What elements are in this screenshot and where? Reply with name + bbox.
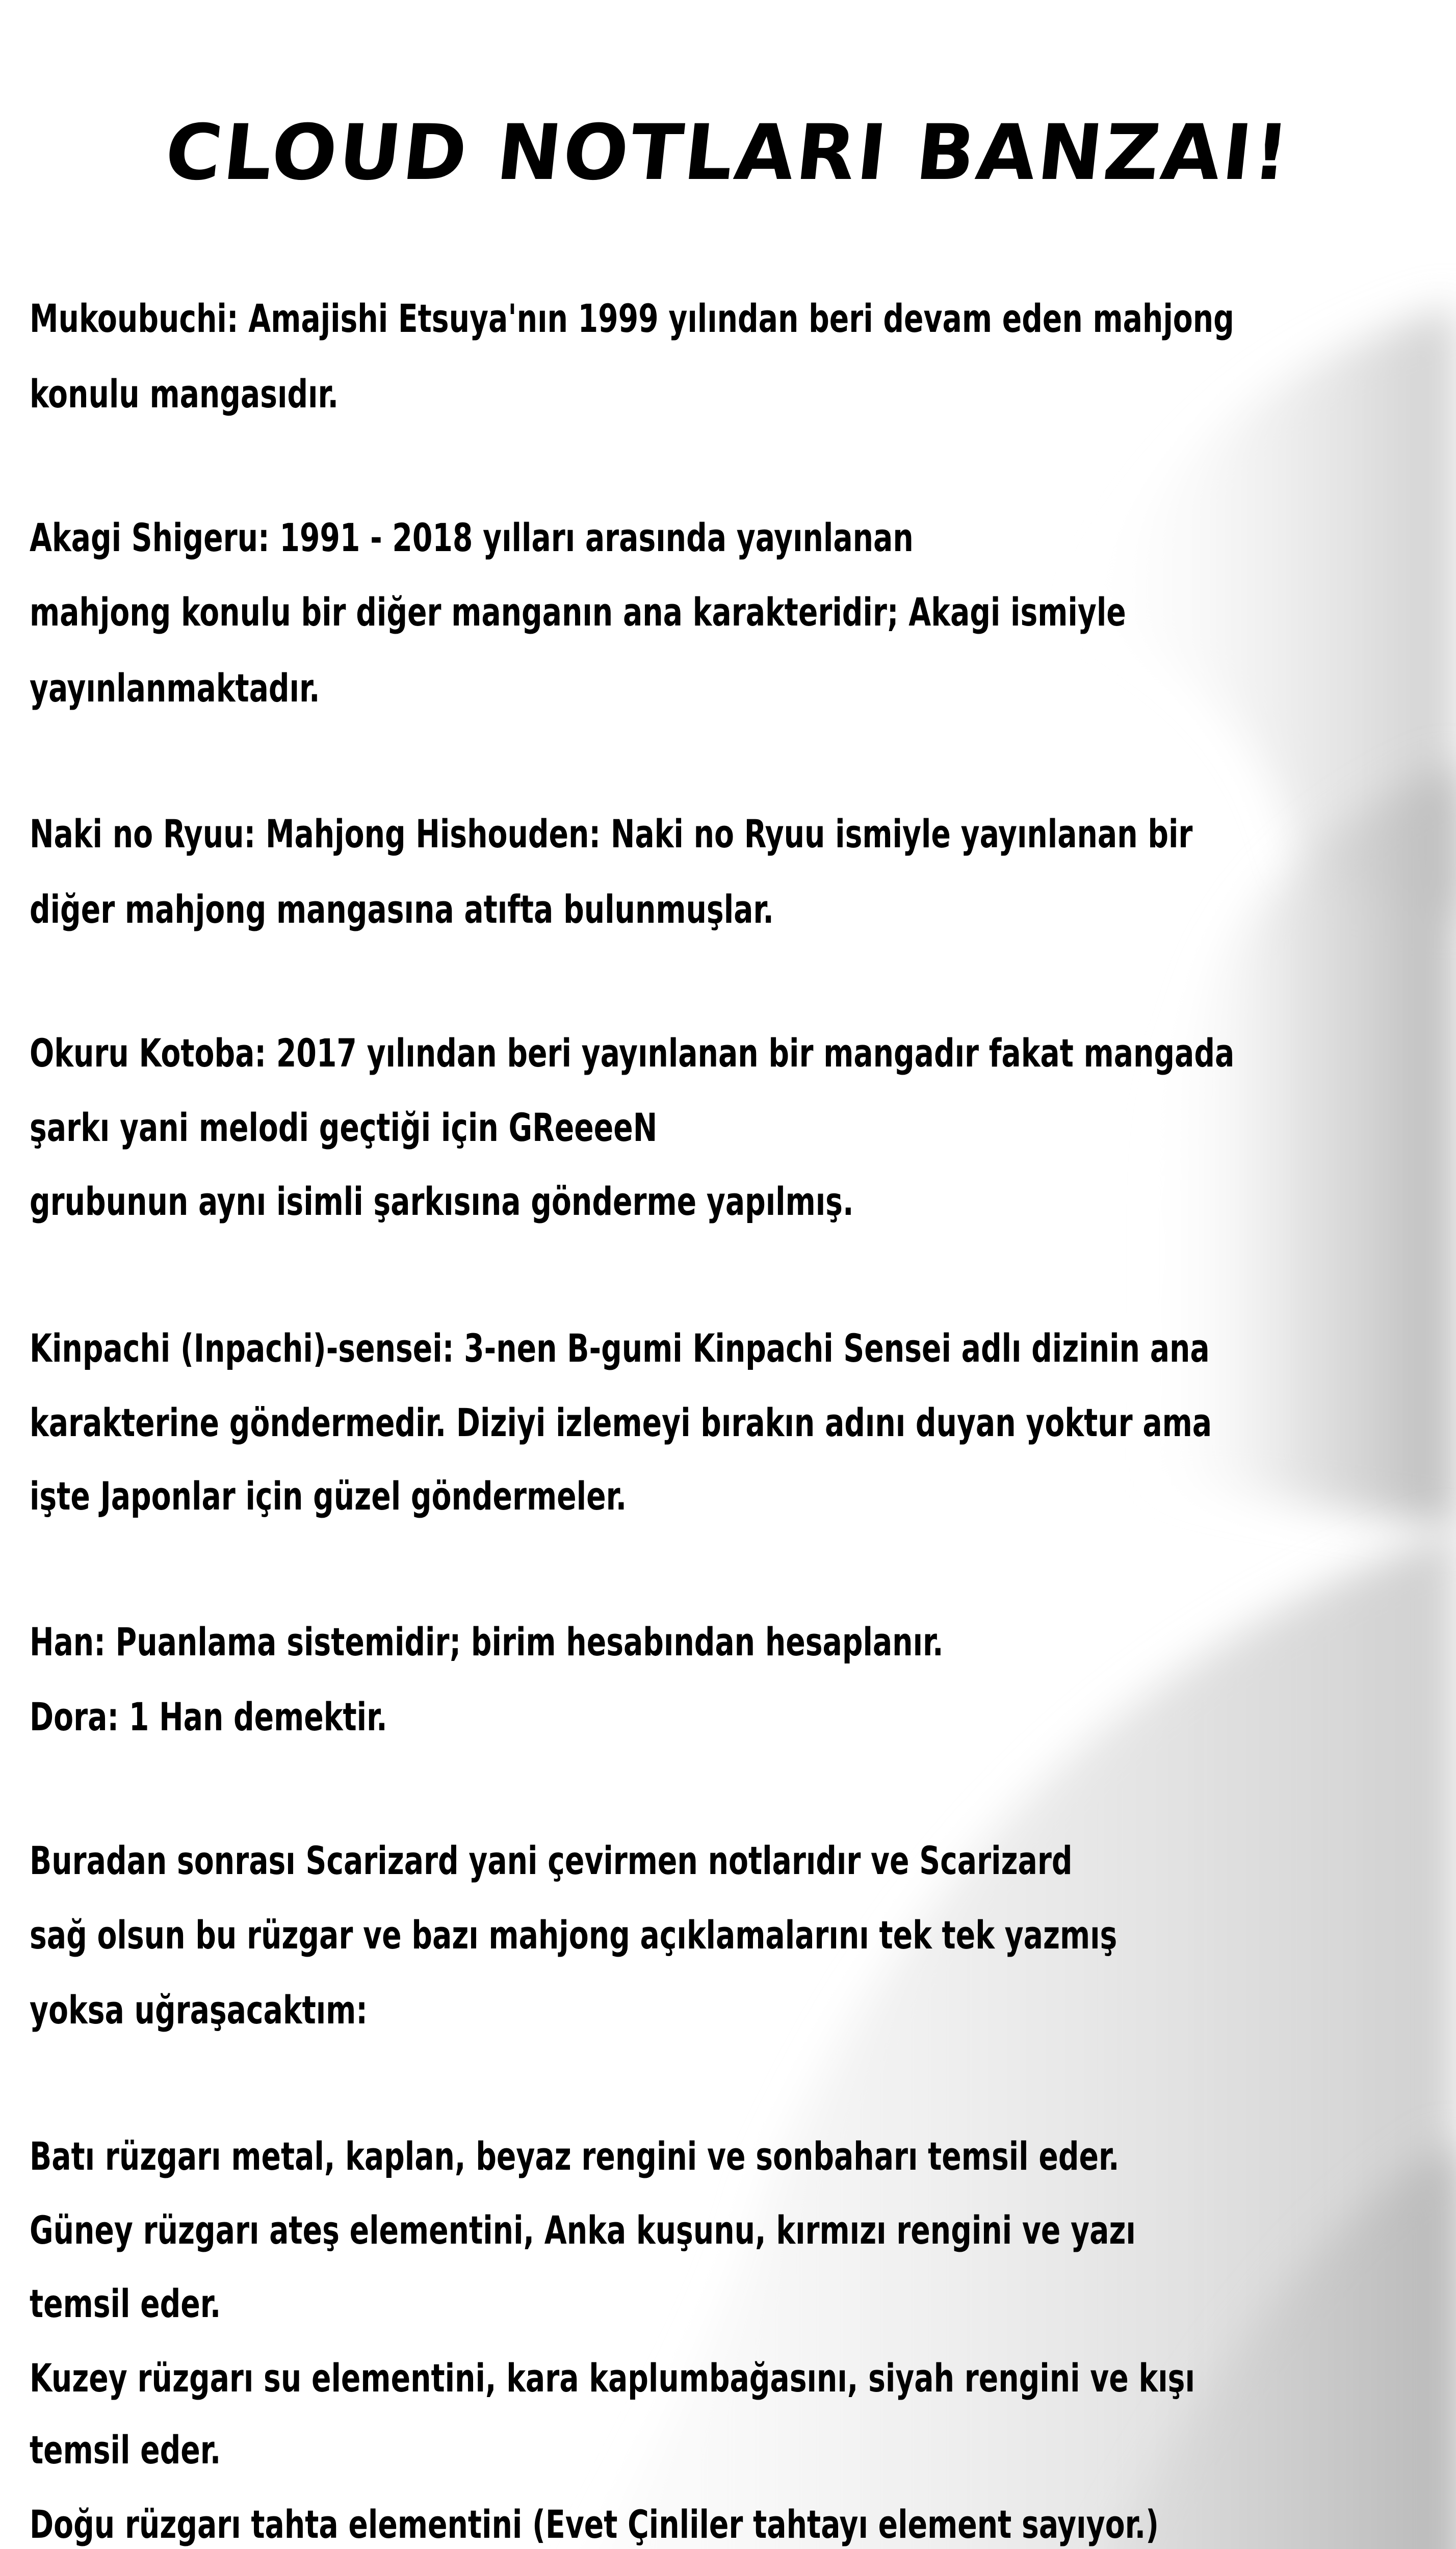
note-line: Naki no Ryuu: Mahjong Hishouden: Naki no Ryuu ismiyle yayınlanan bir <box>30 811 1193 856</box>
note-line: temsil eder. <box>30 2281 221 2326</box>
note-line: grubunun aynı isimli şarkısına gönderme yapılmış. <box>30 1179 854 1224</box>
note-line: Dora: 1 Han demektir. <box>30 1694 387 1739</box>
note-line: karakterine göndermedir. Diziyi izlemeyi bırakın adını duyan yoktur ama <box>30 1400 1212 1445</box>
note-line: Batı rüzgarı metal, kaplan, beyaz rengini ve sonbaharı temsil eder. <box>30 2134 1120 2179</box>
note-line: temsil eder. <box>30 2427 221 2473</box>
note-line: diğer mahjong mangasına atıfta bulunmuşlar. <box>30 887 774 932</box>
note-line: yoksa uğraşacaktım: <box>30 1987 368 2033</box>
note-line: mahjong konulu bir diğer manganın ana karakteridir; Akagi ismiyle <box>30 589 1126 635</box>
note-line: Kuzey rüzgarı su elementini, kara kaplumbağasını, siyah rengini ve kışı <box>30 2355 1195 2401</box>
note-line: sağ olsun bu rüzgar ve bazı mahjong açıklamalarını tek tek yazmış <box>30 1912 1117 1958</box>
note-line: işte Japonlar için güzel göndermeler. <box>30 1473 627 1519</box>
note-line: Akagi Shigeru: 1991 - 2018 yılları arasında yayınlanan <box>30 515 914 560</box>
note-line: Kinpachi (Inpachi)-sensei: 3-nen B-gumi Kinpachi Sensei adlı dizinin ana <box>30 1325 1210 1371</box>
note-line: Han: Puanlama sistemidir; birim hesabından hesaplanır. <box>30 1619 944 1664</box>
note-line: Okuru Kotoba: 2017 yılından beri yayınlanan bir mangadır fakat mangada <box>30 1030 1235 1076</box>
note-line: Güney rüzgarı ateş elementini, Anka kuşunu, kırmızı rengini ve yazı <box>30 2207 1136 2253</box>
note-line: yayınlanmaktadır. <box>30 665 320 711</box>
note-line: Buradan sonrası Scarizard yani çevirmen notlarıdır ve Scarizard <box>30 1838 1073 1883</box>
note-line: Doğu rüzgarı tahta elementini (Evet Çinliler tahtayı element sayıyor.) <box>30 2502 1159 2547</box>
note-line: şarkı yani melodi geçtiği için GReeeeN <box>30 1105 658 1150</box>
page-title: CLOUD NOTLARI BANZAI! <box>161 109 1295 197</box>
note-line: konulu mangasıdır. <box>30 371 339 417</box>
note-line: Mukoubuchi: Amajishi Etsuya'nın 1999 yılından beri devam eden mahjong <box>30 296 1234 341</box>
